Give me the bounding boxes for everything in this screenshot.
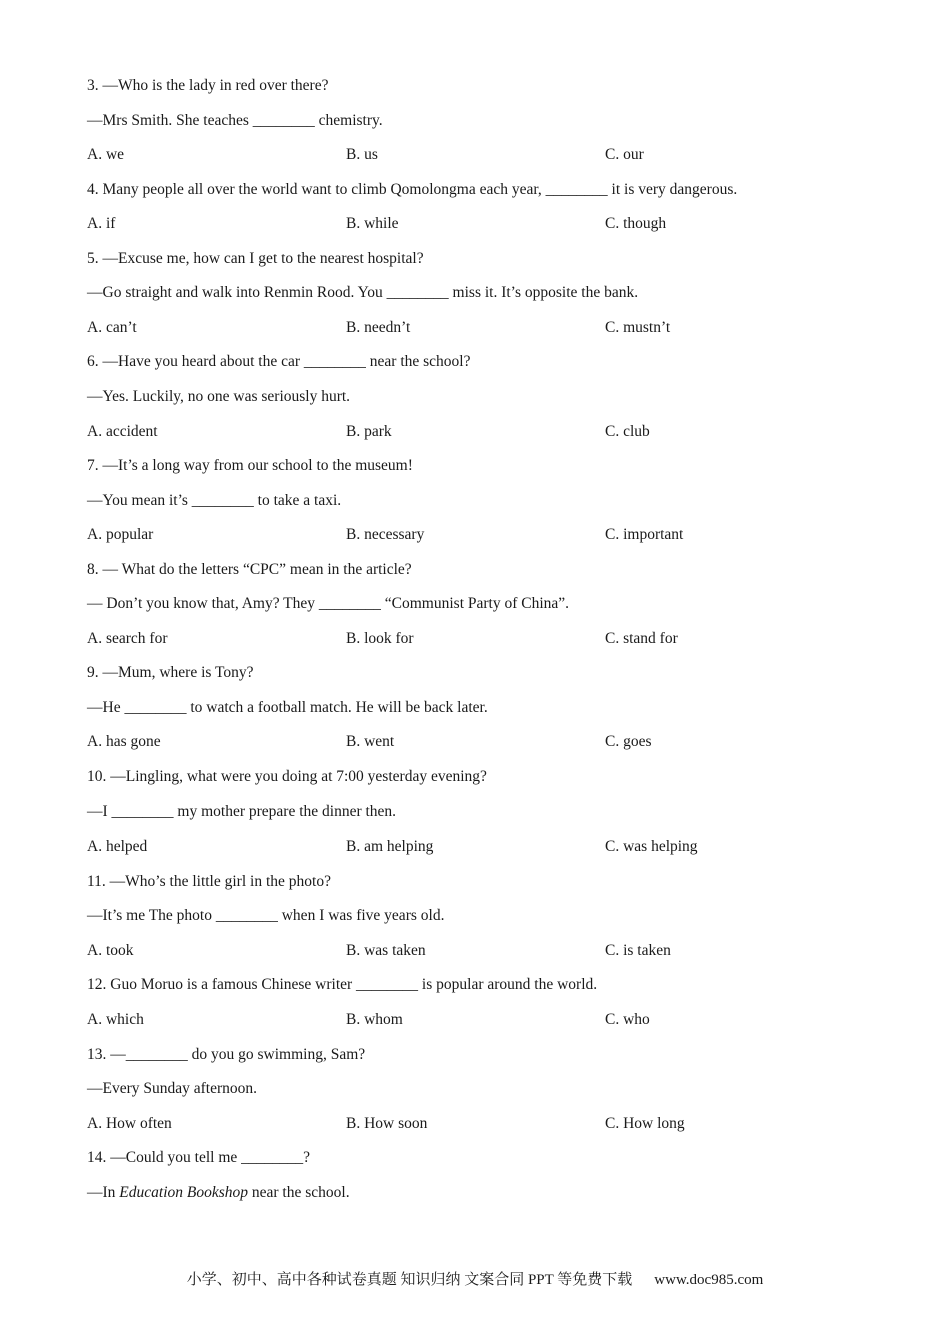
q4-option-a: A. if [87,215,116,232]
q4-line-1: 4. Many people all over the world want to climb Qomolongma each year, ________ it is very dangerous. [87,181,738,198]
q13-option-c: C. How long [605,1115,685,1132]
q11-line-2: —It’s me The photo ________ when I was five years old. [87,907,445,924]
q11-option-a: A. took [87,942,134,959]
q5-line-2: —Go straight and walk into Renmin Rood. You ________ miss it. It’s opposite the bank. [87,284,639,301]
q7-option-c: C. important [605,526,684,543]
q3-line-2: —Mrs Smith. She teaches ________ chemistry. [87,112,383,129]
q10-option-a: A. helped [87,838,148,855]
q9-option-a: A. has gone [87,733,161,750]
q14-line-2 [87,1183,350,1203]
q6-line-1: 6. —Have you heard about the car ________ near the school? [87,353,471,370]
q14-answer-italic: Education Bookshop [119,1184,249,1201]
q6-line-2: —Yes. Luckily, no one was seriously hurt. [87,388,351,405]
q8-option-b: B. look for [346,630,414,647]
q9-line-2: —He ________ to watch a football match. He will be back later. [87,699,488,716]
q12-option-c: C. who [605,1011,650,1028]
q14-line-1: 14. —Could you tell me ________? [87,1149,311,1166]
q7-line-1: 7. —It’s a long way from our school to the museum! [87,457,413,474]
q9-option-c: C. goes [605,733,652,750]
q5-option-c: C. mustn’t [605,319,671,336]
q10-line-2: —I ________ my mother prepare the dinner then. [87,803,397,820]
q10-option-c: C. was helping [605,838,698,855]
q12-option-b: B. whom [346,1011,403,1028]
q3-option-a: A. we [87,146,125,163]
footer-site-link[interactable]: www.doc985.com [654,1272,764,1288]
q7-option-a: A. popular [87,526,154,543]
q11-line-1: 11. —Who’s the little girl in the photo? [87,873,331,890]
q8-line-2: — Don’t you know that, Amy? They ________ “Communist Party of China”. [87,595,570,612]
q12-line-1: 12. Guo Moruo is a famous Chinese writer ________ is popular around the world. [87,976,598,993]
q13-line-1: 13. —________ do you go swimming, Sam? [87,1046,366,1063]
footer-text: 小学、初中、高中各种试卷真题 知识归纳 文案合同 PPT 等免费下载 [186,1272,633,1288]
q8-line-1: 8. — What do the letters “CPC” mean in the article? [87,561,412,578]
q13-option-b: B. How soon [346,1115,428,1132]
q6-option-a: A. accident [87,423,158,440]
page-footer [0,1270,950,1290]
q6-option-b: B. park [346,423,392,440]
q13-option-a: A. How often [87,1115,172,1132]
q3-line-1: 3. —Who is the lady in red over there? [87,77,329,94]
q14-answer-prefix: —In [87,1184,120,1201]
q10-option-b: B. am helping [346,838,434,855]
q3-option-b: B. us [346,146,378,163]
q11-option-c: C. is taken [605,942,671,959]
q5-line-1: 5. —Excuse me, how can I get to the nearest hospital? [87,250,424,267]
q3-option-c: C. our [605,146,644,163]
q6-option-c: C. club [605,423,650,440]
q8-option-c: C. stand for [605,630,678,647]
q5-option-b: B. needn’t [346,319,411,336]
q14-answer-suffix: near the school. [248,1184,350,1201]
q7-line-2: —You mean it’s ________ to take a taxi. [87,492,342,509]
q10-line-1: 10. —Lingling, what were you doing at 7:00 yesterday evening? [87,768,487,785]
q4-option-b: B. while [346,215,399,232]
q8-option-a: A. search for [87,630,168,647]
q9-line-1: 9. —Mum, where is Tony? [87,664,254,681]
q7-option-b: B. necessary [346,526,425,543]
q4-option-c: C. though [605,215,667,232]
q9-option-b: B. went [346,733,395,750]
q13-line-2: —Every Sunday afternoon. [87,1080,258,1097]
q11-option-b: B. was taken [346,942,426,959]
q5-option-a: A. can’t [87,319,137,336]
q12-option-a: A. which [87,1011,144,1028]
